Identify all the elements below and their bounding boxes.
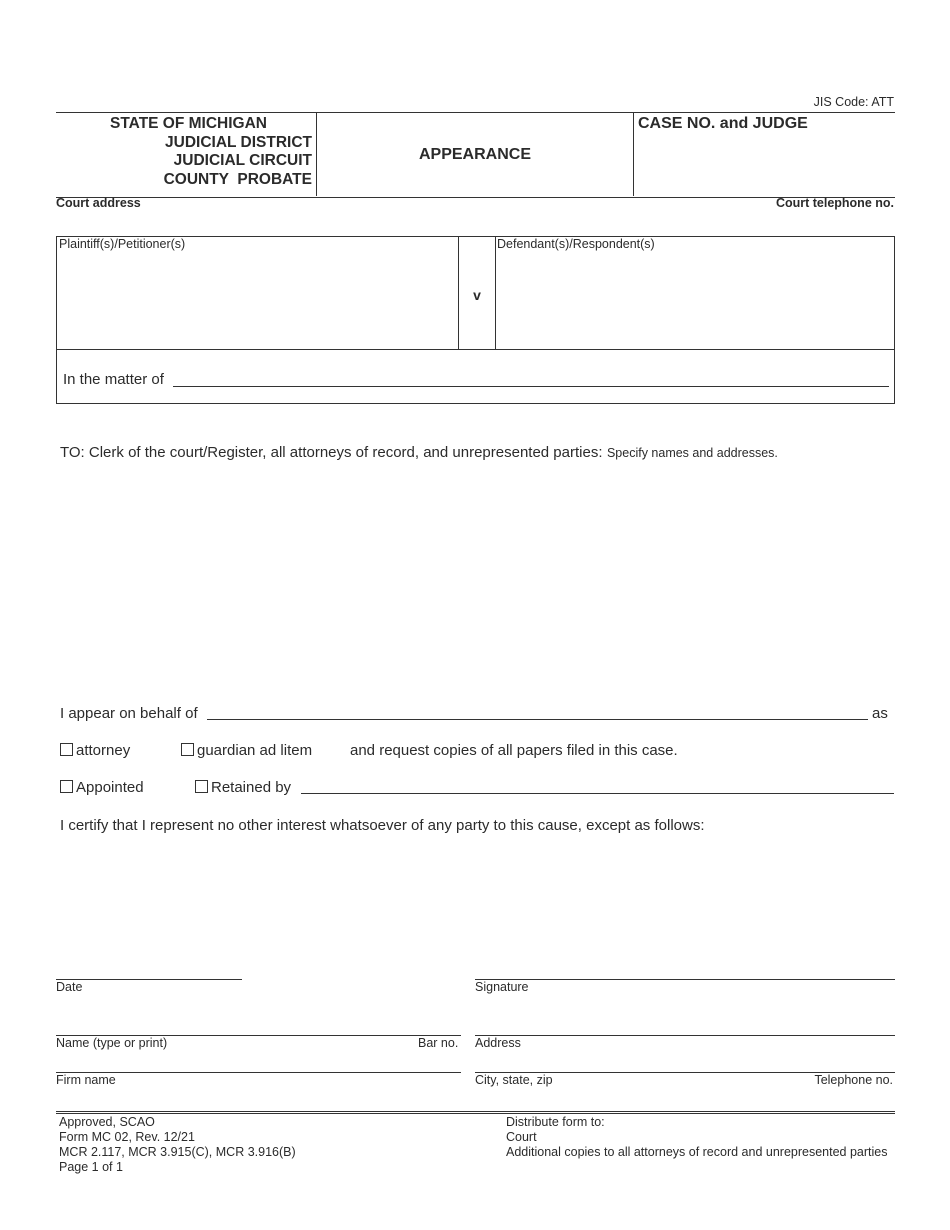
firm-label: Firm name xyxy=(56,1073,116,1087)
behalf-label: I appear on behalf of xyxy=(60,705,198,722)
plaintiff-label: Plaintiff(s)/Petitioner(s) xyxy=(59,237,186,251)
attorney-checkbox[interactable] xyxy=(60,743,73,756)
date-label: Date xyxy=(56,980,83,994)
recipients-area[interactable] xyxy=(56,466,895,686)
defendant-label: Defendant(s)/Respondent(s) xyxy=(497,237,655,251)
court-telephone-label: Court telephone no. xyxy=(775,196,894,210)
appointed-checkbox[interactable] xyxy=(60,780,73,793)
footer-rule-top xyxy=(56,1111,895,1112)
attorney-label: attorney xyxy=(76,742,131,759)
as-label: as xyxy=(872,705,888,722)
retained-checkbox[interactable] xyxy=(195,780,208,793)
footer-form-number: Form MC 02, Rev. 12/21 xyxy=(59,1130,195,1144)
court-line-county: COUNTY PROBATE xyxy=(163,170,312,188)
parties-box xyxy=(56,236,895,404)
guardian-checkbox[interactable] xyxy=(181,743,194,756)
address-line[interactable] xyxy=(475,1035,895,1036)
distribute-copies: Additional copies to all attorneys of record and unrepresented parties xyxy=(506,1145,888,1159)
distribute-label: Distribute form to: xyxy=(506,1115,605,1129)
parties-divider-horizontal xyxy=(57,349,894,350)
footer-right xyxy=(506,1115,887,1160)
telephone-label: Telephone no. xyxy=(814,1073,893,1087)
city-label: City, state, zip xyxy=(475,1073,553,1087)
signature-label: Signature xyxy=(475,980,529,994)
date-line[interactable] xyxy=(56,979,242,980)
signature-line[interactable] xyxy=(475,979,895,980)
case-number-label: CASE NO. and JUDGE xyxy=(638,115,808,132)
footer-rules: MCR 2.117, MCR 3.915(C), MCR 3.916(B) xyxy=(59,1145,296,1159)
retained-input-line[interactable] xyxy=(301,793,894,794)
address-label: Address xyxy=(475,1036,521,1050)
plaintiff-field[interactable] xyxy=(57,237,458,349)
distribute-court: Court xyxy=(506,1130,537,1144)
court-line-circuit: JUDICIAL CIRCUIT xyxy=(173,152,312,169)
court-line-state: STATE OF MICHIGAN xyxy=(110,115,267,132)
versus-label: v xyxy=(473,287,481,303)
to-instruction: Specify names and addresses. xyxy=(606,446,778,460)
header-divider-right xyxy=(633,113,634,196)
header-box xyxy=(56,112,895,198)
firm-line[interactable] xyxy=(56,1072,461,1073)
court-line-district: JUDICIAL DISTRICT xyxy=(165,133,312,151)
guardian-label: guardian ad litem xyxy=(197,742,313,759)
to-text: TO: Clerk of the court/Register, all attorneys of record, and unrepresented parties: xyxy=(60,444,603,461)
footer-page: Page 1 of 1 xyxy=(59,1160,123,1174)
court-identification xyxy=(56,115,312,195)
attorney-option[interactable] xyxy=(60,742,130,759)
defendant-field[interactable] xyxy=(496,237,894,349)
matter-label: In the matter of xyxy=(63,371,164,388)
jis-code: JIS Code: ATT xyxy=(813,95,894,109)
to-section xyxy=(60,444,778,462)
matter-input-line[interactable] xyxy=(173,386,889,387)
appointed-label: Appointed xyxy=(76,779,144,796)
appointed-option[interactable] xyxy=(60,779,144,796)
footer-rule-bottom xyxy=(56,1113,895,1114)
exceptions-area[interactable] xyxy=(56,840,895,970)
footer-left xyxy=(59,1115,296,1175)
bar-number-label: Bar no. xyxy=(418,1036,459,1050)
retained-label: Retained by xyxy=(211,779,292,796)
name-label: Name (type or print) xyxy=(56,1036,168,1050)
retained-option[interactable] xyxy=(195,779,291,796)
guardian-option[interactable] xyxy=(181,742,312,759)
behalf-input-line[interactable] xyxy=(207,719,868,720)
form-title: APPEARANCE xyxy=(418,146,531,163)
request-text: and request copies of all papers filed in this case. xyxy=(350,742,678,759)
certify-text: I certify that I represent no other interest whatsoever of any party to this cause, except as follows: xyxy=(60,817,705,834)
court-address-label: Court address xyxy=(56,196,141,210)
footer-approved: Approved, SCAO xyxy=(59,1115,155,1129)
